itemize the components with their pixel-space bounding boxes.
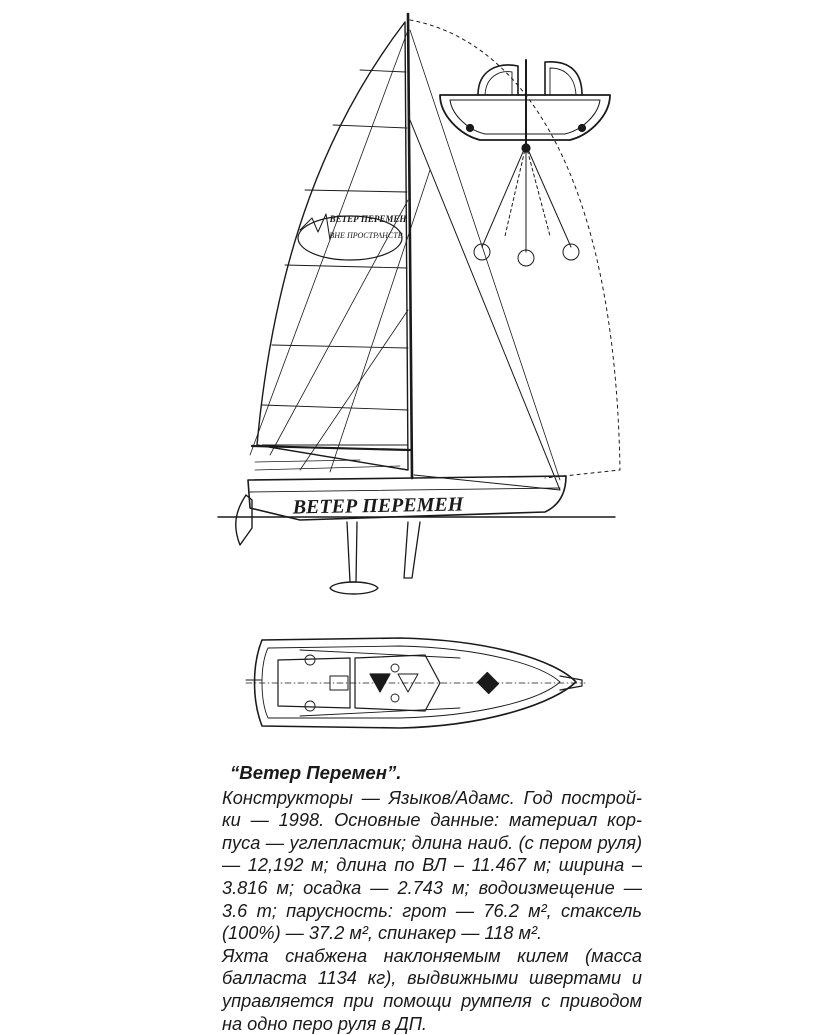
side-view <box>218 14 620 594</box>
caption <box>222 762 642 1035</box>
caption-line: (100%) — 37.2 м², спинакер — 118 м². <box>222 923 543 944</box>
caption-line: 3.6 т; парусность: грот — 76.2 м², стаксель <box>222 900 642 921</box>
hull-name: ВЕТЕР ПЕРЕМЕН <box>292 493 464 519</box>
caption-line: балласта 1134 кг), выдвижными швертами и <box>222 968 642 989</box>
caption-line: — 12,192 м; длина по ВЛ – 11.467 м; ширина – <box>222 855 642 876</box>
caption-title: “Ветер Перемен”. <box>230 762 402 783</box>
sail-logo-line1: ВЕТЕР ПЕРЕМЕН <box>329 214 407 224</box>
daggerboard <box>404 522 420 578</box>
caption-line: управляется при помощи румпеля с приводом <box>222 990 642 1011</box>
sail-logo-line2: ВНЕ ПРОСТРАНСТВ <box>329 231 403 240</box>
forestay <box>410 30 560 480</box>
caption-line: Конструкторы — Языков/Адамс. Год построй- <box>222 787 642 808</box>
caption-line: Яхта снабжена наклоняемым килем (масса <box>222 945 642 966</box>
keel-bulb <box>330 582 378 594</box>
sail-logo <box>298 214 407 260</box>
mast <box>408 14 412 478</box>
caption-line: 3.816 м; осадка — 2.743 м; водоизмещение — <box>222 877 642 898</box>
deck-line <box>250 488 560 492</box>
caption-line: пуса — углепластик; длина наиб. (с пером руля) <box>222 832 642 853</box>
mainsail-battens <box>262 70 408 445</box>
jib <box>410 120 560 490</box>
caption-line: на одно перо руля в ДП. <box>222 1013 427 1034</box>
section-view <box>440 60 610 266</box>
mainsail <box>257 22 408 470</box>
caption-line: ки — 1998. Основные данные: материал кор- <box>222 810 642 831</box>
mast-step <box>477 672 498 693</box>
spinnaker-outline <box>410 20 620 478</box>
canting-keel <box>474 145 579 266</box>
plan-view <box>246 638 585 728</box>
keel-fin <box>347 522 357 582</box>
